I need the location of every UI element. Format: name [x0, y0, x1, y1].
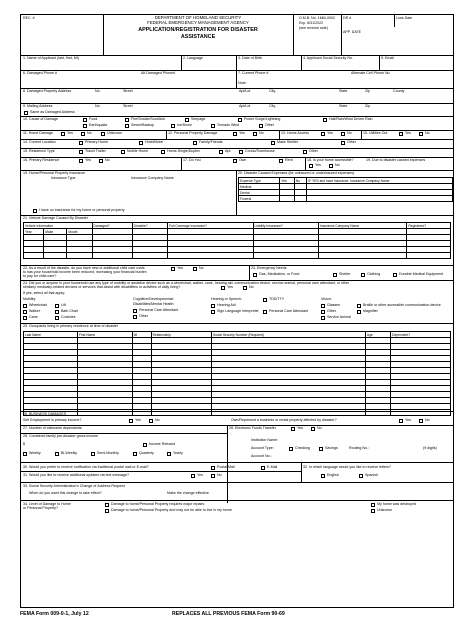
occupants-table	[23, 331, 451, 416]
res-other-label: Other	[309, 149, 318, 153]
occ-last-header: Last Name	[24, 332, 78, 338]
address-apt-label: Apt/Lot	[239, 89, 251, 93]
pp-damage-no-checkbox[interactable]	[253, 132, 257, 136]
vision-other-checkbox[interactable]	[321, 310, 325, 314]
income-quarterly-checkbox[interactable]	[133, 452, 137, 456]
pca-label: Personal Care Attendant	[139, 308, 179, 312]
vehicle-registered-header: Registered?	[407, 223, 451, 229]
postal-mail-checkbox[interactable]	[211, 466, 215, 470]
service-animal-label: Service Animal	[327, 315, 351, 319]
assistive-yes-checkbox[interactable]	[221, 286, 225, 290]
assistive-yes-label: Yes	[227, 285, 233, 289]
braille-checkbox[interactable]	[357, 304, 361, 308]
need-clothing-label: Clothing	[367, 272, 381, 276]
insurance-label: 19. Home/Personal Property Insurance	[23, 171, 86, 175]
email-label: 5. Email	[381, 56, 394, 60]
income-biweekly-label: Bi-Weekly	[61, 451, 78, 455]
eft-label: 28. Electronic Funds Transfer	[229, 426, 276, 430]
vehicle-damaged-header: Damaged?	[92, 223, 132, 229]
expense-dental: Dental	[239, 190, 280, 196]
childcare-label-2: to has your household income been reduced, increasing your financial burden	[23, 270, 147, 274]
dmg-major-label: Damage to home/Personal Property requires major repairs	[111, 502, 205, 506]
loc-hotel-checkbox[interactable]	[139, 141, 143, 145]
walker-checkbox[interactable]	[23, 310, 27, 314]
app-date-label: APP. DATE	[343, 30, 362, 34]
gross-income-label: 28. Combined family pre-disaster gross income	[23, 434, 99, 438]
disaster-expenses-section-label: 20. Disaster Caused Expenses (for uninsured or underinsured expenses)	[238, 171, 355, 175]
vehicle-table	[23, 222, 451, 259]
dr-number-label: DR #	[343, 16, 352, 20]
assistive-no-label: No	[249, 285, 254, 289]
cane-checkbox[interactable]	[23, 316, 27, 320]
language-label: 2. Language	[183, 56, 203, 60]
text-yes-label: Yes	[197, 473, 203, 477]
institution-name-label: Institution Name:	[251, 438, 278, 442]
cog-other-label: Other	[139, 314, 148, 318]
expiration-date: Exp. 8/31/2022	[299, 21, 324, 25]
childcare-yes-label: Yes	[177, 266, 183, 270]
res-mobile-checkbox[interactable]	[121, 150, 125, 154]
cause-hail-label: Hail/Rain/Wind Driven Rain	[329, 117, 373, 121]
sign-language-checkbox[interactable]	[211, 310, 215, 314]
glasses-checkbox[interactable]	[321, 304, 325, 308]
english-checkbox[interactable]	[321, 474, 325, 478]
nine-digits-label: (9 digits)	[423, 446, 437, 450]
res-duplex-label: Home-Single/Duplex	[167, 149, 200, 153]
dollar-sign: $	[23, 442, 25, 446]
cane-label: Cane	[29, 315, 38, 319]
self-emp-no-checkbox[interactable]	[149, 419, 153, 423]
income-refused-checkbox[interactable]	[143, 443, 147, 447]
pp-damage-yes-label: Yes	[239, 131, 245, 135]
res-apt-checkbox[interactable]	[219, 150, 223, 154]
letter-language-label: 32. In which language would you like to receive letters?	[303, 465, 391, 469]
crutches-label: Crutches	[61, 315, 76, 319]
pca2-checkbox[interactable]	[263, 310, 267, 314]
occ-rel-header: Relationship	[151, 332, 211, 338]
do-you-rent-checkbox[interactable]	[279, 159, 283, 163]
occ-ssn-header: Social Security Number (Required)	[211, 332, 365, 338]
mailing-no-label: No.	[95, 104, 101, 108]
disabilities-label: Disabilities/Mental Health:	[133, 302, 175, 306]
tdd-checkbox[interactable]	[263, 298, 267, 302]
form-title-line2: ASSISTANCE	[180, 34, 216, 40]
dmg-destroyed-checkbox[interactable]	[371, 503, 375, 507]
cause-seepage-label: Seepage	[191, 117, 206, 121]
home-access-label: 13. Home Access	[281, 131, 309, 135]
need-dme-checkbox[interactable]	[393, 273, 397, 277]
cause-food-label: Food	[89, 117, 98, 121]
wheelchair-checkbox[interactable]	[23, 304, 27, 308]
primary-res-yes-checkbox[interactable]	[79, 159, 83, 163]
expense-table	[238, 177, 453, 202]
primary-residence-label: 16. Primary Residence	[23, 158, 60, 162]
primary-res-yes-label: Yes	[85, 158, 91, 162]
expense-no-header: No	[294, 178, 307, 184]
damaged-phone-label: 6. Damaged Phone #	[23, 71, 57, 75]
applicant-name-label: 1. Name of Applicant (last, first, MI)	[23, 56, 79, 60]
res-duplex-checkbox[interactable]	[161, 150, 165, 154]
emergency-needs-label: 23. Emergency Needs	[251, 266, 287, 270]
spanish-checkbox[interactable]	[359, 474, 363, 478]
cause-tornado-checkbox[interactable]	[211, 124, 215, 128]
magnifier-label: Magnifier	[363, 309, 378, 313]
cause-fire-checkbox[interactable]	[125, 118, 129, 122]
res-trailer-checkbox[interactable]	[79, 150, 83, 154]
loc-shelter-checkbox[interactable]	[271, 141, 275, 145]
hearing-label: Hearing or Speech:	[211, 297, 242, 301]
accessible-yes-checkbox[interactable]	[309, 164, 313, 168]
glasses-label: Glasses	[327, 303, 340, 307]
form-title-line1: APPLICATION/REGISTRATION FOR DISASTER	[138, 27, 258, 33]
dependents-label: 27. Number of claimants dependents	[23, 426, 82, 430]
cause-of-damage-label: 10. Cause of Damage	[23, 117, 58, 121]
cognitive-label: Cognitive/Developmental:	[133, 297, 174, 301]
address-no-label: No.	[95, 89, 101, 93]
email-checkbox[interactable]	[261, 466, 265, 470]
own-business-label: Own/Represent a business or rental property affected by disaster?	[231, 418, 337, 422]
home-damage-unknown-label: Unknown	[107, 131, 122, 135]
do-you-label: 17. Do You	[183, 158, 201, 162]
cause-tornado-label: Tornado Wind	[217, 123, 240, 127]
cause-other-label: Other	[265, 123, 274, 127]
wheelchair-label: Wheelchair	[29, 303, 47, 307]
vehicle-model-header: Model	[67, 229, 92, 235]
utilities-no-checkbox[interactable]	[419, 132, 423, 136]
pp-damage-no-label: No	[259, 131, 264, 135]
cause-power-checkbox[interactable]	[238, 118, 242, 122]
cause-food-checkbox[interactable]	[83, 118, 87, 122]
do-you-own-checkbox[interactable]	[233, 159, 237, 163]
self-emp-no-label: No	[155, 418, 160, 422]
address-street-label: Street	[123, 89, 133, 93]
dmg-cannot-live-checkbox[interactable]	[105, 509, 109, 513]
rec-label: REC. #	[23, 16, 35, 20]
vehicle-liability-header: Liability Insurance?	[253, 223, 318, 229]
expense-ins-header: IF YES and have insurance, Insurance Company Name	[307, 178, 453, 184]
dmg-unknown-label: Unknown	[377, 508, 392, 512]
select-all-label: If yes, select all that apply:	[23, 291, 66, 295]
utilities-yes-label: Yes	[405, 131, 411, 135]
pca2-label: Personal Care Attendant	[269, 309, 309, 313]
cog-other-checkbox[interactable]	[133, 315, 137, 319]
personal-property-damage-label: 12. Personal Property Damage	[168, 131, 218, 135]
damage-level-label: 34. Level of Damage to Home	[23, 502, 71, 506]
same-as-damaged-label: Same as Damaged Address	[30, 110, 75, 114]
loc-shelter-label: Make Shelter	[277, 140, 299, 144]
vehicle-fullcov-header: Full Coverage Insurance?	[168, 223, 253, 229]
res-apt-label: Apt.	[225, 149, 232, 153]
mobility-label: Mobility:	[23, 297, 37, 301]
cause-ice-checkbox[interactable]	[171, 124, 175, 128]
business-damages-label: 26. BUSINESS DAMAGES	[23, 412, 67, 416]
text-yes-checkbox[interactable]	[191, 474, 195, 478]
mailing-city-label: City,	[269, 104, 276, 108]
income-weekly-checkbox[interactable]	[23, 452, 27, 456]
ssa-change-label: 33. Social Security Administration's Change of Address Request	[23, 484, 125, 488]
cause-quake-label: Earthquake	[89, 123, 108, 127]
need-clothing-checkbox[interactable]	[361, 273, 365, 277]
vehicle-drivable-header: Drivable?	[132, 223, 167, 229]
primary-res-no-label: No	[105, 158, 110, 162]
pca-checkbox[interactable]	[133, 309, 137, 313]
home-access-yes-checkbox[interactable]	[321, 132, 325, 136]
income-quarterly-label: Quarterly	[139, 451, 154, 455]
expense-type-header: Expense Type	[239, 178, 280, 184]
primary-res-no-checkbox[interactable]	[99, 159, 103, 163]
need-dme-label: Durable Medical Equipment	[399, 272, 444, 276]
own-biz-no-label: No	[425, 418, 430, 422]
eft-no-label: No	[317, 426, 322, 430]
res-condo-label: Condo/Townhouse	[245, 149, 275, 153]
occ-mi-header: MI	[132, 332, 151, 338]
cause-sewer-label: Sewer/Backup	[131, 123, 155, 127]
disaster-expenses-label: 19. Due to disaster caused expenses	[366, 158, 426, 162]
childcare-label: 22. As a result of the disaster, do you have new or additional child care costs	[23, 266, 145, 270]
income-yearly-label: Yearly	[173, 451, 183, 455]
eft-no-checkbox[interactable]	[311, 427, 315, 431]
alt-damaged-phone-label: Alt Damaged Phone#	[141, 71, 176, 75]
self-emp-yes-label: Yes	[135, 418, 141, 422]
hearing-aid-label: Hearing Aid	[217, 303, 236, 307]
income-refused-label: Income Refused	[149, 442, 176, 446]
checking-checkbox[interactable]	[289, 447, 293, 451]
omb-number: O.M.B. No. 1660-0002	[299, 16, 335, 20]
address-county-label: County	[393, 89, 405, 93]
home-damage-label: 11. Home Damage	[23, 131, 53, 135]
notification-pref-label: 30. Would you prefer to receive notification via traditional postal mail or E-mail?	[23, 465, 149, 469]
residence-type-label: 15. Residence Type	[23, 149, 55, 153]
savings-checkbox[interactable]	[319, 447, 323, 451]
occupants-label: 25. Occupants living in primary residence at time of disaster	[23, 324, 119, 328]
home-accessible-label: 18. Is your home accessible?	[307, 158, 354, 162]
text-no-checkbox[interactable]	[211, 474, 215, 478]
assistive-no-checkbox[interactable]	[243, 286, 247, 290]
address-state-label: State	[339, 89, 348, 93]
loc-family-label: Family/Friends	[199, 140, 223, 144]
home-damage-unknown-checkbox[interactable]	[101, 132, 105, 136]
accessible-yes-label: Yes	[315, 163, 321, 167]
assistive-device-label-2: similarly medically-related devices or services that assist with disabilities or activities of daily living?	[23, 285, 181, 289]
english-label: English	[327, 473, 339, 477]
home-damage-yes-checkbox[interactable]	[61, 132, 65, 136]
occ-first-header: First Name	[78, 332, 133, 338]
childcare-yes-checkbox[interactable]	[171, 267, 175, 271]
spanish-label: Spanish	[365, 473, 378, 477]
sign-language-label: Sign Language Interpreter	[217, 309, 259, 313]
damaged-address-label: 8. Damaged Property Address	[23, 89, 72, 93]
reverse-note: (see reverse side)	[299, 26, 328, 30]
address-city-label: City,	[269, 89, 276, 93]
hearing-aid-checkbox[interactable]	[211, 304, 215, 308]
eft-yes-checkbox[interactable]	[291, 427, 295, 431]
ssn-label: 4. Applicant Social Security No.	[303, 56, 353, 60]
disaster-application-form	[20, 14, 454, 608]
occ-age-header: Age	[365, 332, 390, 338]
utilities-yes-checkbox[interactable]	[399, 132, 403, 136]
savings-label: Savings	[325, 446, 338, 450]
res-other-checkbox[interactable]	[303, 150, 307, 154]
mailing-apt-label: Apt/Lot	[239, 104, 251, 108]
cause-sewer-checkbox[interactable]	[125, 124, 129, 128]
service-animal-checkbox[interactable]	[321, 316, 325, 320]
res-condo-checkbox[interactable]	[239, 150, 243, 154]
dmg-unknown-checkbox[interactable]	[371, 509, 375, 513]
income-biweekly-checkbox[interactable]	[55, 452, 59, 456]
magnifier-checkbox[interactable]	[357, 310, 361, 314]
eft-yes-label: Yes	[297, 426, 303, 430]
alt-cell-phone-label: Alternate Cell Phone No.	[351, 71, 391, 75]
res-trailer-label: Travel Trailer	[85, 149, 106, 153]
account-no-label: Account No.:	[251, 454, 272, 458]
vehicle-year-header: Year	[24, 229, 44, 235]
mailing-street-label: Street	[123, 104, 133, 108]
home-access-no-checkbox[interactable]	[341, 132, 345, 136]
cause-ice-label: Ice/Snow	[177, 123, 192, 127]
agency-title: FEDERAL EMERGENCY MANAGEMENT AGENCY	[147, 20, 249, 25]
text-updates-label: 31. Would you like to receive additional updates via text message?	[23, 473, 130, 477]
home-access-yes-label: Yes	[327, 131, 333, 135]
childcare-label-3: to pay for child care?	[23, 274, 57, 278]
need-gas-checkbox[interactable]	[253, 273, 257, 277]
occ-dep-header: Dependent?	[391, 332, 451, 338]
home-access-no-label: No	[347, 131, 352, 135]
loc-hotel-label: Hotel/Motel	[145, 140, 164, 144]
loc-primary-checkbox[interactable]	[79, 141, 83, 145]
expense-yes-header: Yes	[280, 178, 295, 184]
res-mobile-label: Mobile Home	[127, 149, 149, 153]
childcare-no-checkbox[interactable]	[193, 267, 197, 271]
checking-label: Checking	[295, 446, 310, 450]
vehicle-damage-label: 21. Vehicle Damage Caused By Disaster	[23, 216, 88, 220]
loss-date-label: Loss Date	[396, 16, 413, 20]
note-label: Note:	[238, 81, 247, 85]
postal-mail-label: Postal Mail	[217, 465, 235, 469]
need-shelter-checkbox[interactable]	[333, 273, 337, 277]
tdd-label: TDD/TTY	[269, 297, 285, 301]
bath-chair-label: Bath Chair	[61, 309, 78, 313]
damage-level-label-2: or Personal Property?	[23, 506, 58, 510]
vehicle-make-header: Make	[44, 229, 67, 235]
walker-label: Walker	[29, 309, 41, 313]
do-you-rent-label: Rent	[285, 158, 293, 162]
own-biz-yes-label: Yes	[405, 418, 411, 422]
routing-label: Routing No.:	[349, 446, 369, 450]
dmg-major-checkbox[interactable]	[105, 503, 109, 507]
change-when-label: When do you want this change to take effect?	[29, 491, 102, 495]
own-biz-yes-checkbox[interactable]	[399, 419, 403, 423]
replaces-note: REPLACES ALL PREVIOUS FEMA Form 90-69	[172, 611, 285, 617]
pp-damage-yes-checkbox[interactable]	[233, 132, 237, 136]
need-shelter-label: Shelter	[339, 272, 351, 276]
no-insurance-checkbox[interactable]	[33, 209, 37, 213]
loc-other-label: Other	[347, 140, 356, 144]
income-yearly-checkbox[interactable]	[167, 452, 171, 456]
income-semi-label: Semi-Monthly	[97, 451, 119, 455]
cause-power-label: Power Surge/Lightning	[244, 117, 281, 121]
account-type-label: Account Type:	[251, 446, 274, 450]
loc-primary-label: Primary Home	[85, 140, 108, 144]
income-weekly-label: Weekly	[29, 451, 41, 455]
email-pref-label: E-Mail	[267, 465, 278, 469]
lift-checkbox[interactable]	[55, 304, 59, 308]
assistive-device-label: 24. Did you or anyone in your household use any type of mobility or assistive device such as a wheelchair, walker, cane, hearing aid, communication device, service animal, personal care attendant, or other	[23, 281, 350, 285]
dmg-destroyed-label: My home was destroyed	[377, 502, 416, 506]
home-damage-no-label: No	[87, 131, 92, 135]
current-phone-label: 7. Current Phone #	[238, 71, 269, 75]
mailing-state-label: State	[339, 104, 348, 108]
address-zip-label: Zip	[365, 89, 370, 93]
expense-medical: Medical	[239, 184, 280, 190]
self-employment-label: Self Employment is primary income?	[23, 418, 82, 422]
loc-other-checkbox[interactable]	[341, 141, 345, 145]
no-insurance-label: I have no insurance for my home or personal property	[39, 208, 125, 212]
cause-seepage-checkbox[interactable]	[185, 118, 189, 122]
self-emp-yes-checkbox[interactable]	[129, 419, 133, 423]
need-gas-label: Gas, Medication, or Food	[259, 272, 300, 276]
own-biz-no-checkbox[interactable]	[419, 419, 423, 423]
dmg-cannot-live-label: Damage to home/Personal Property and may not be able to live in my home	[111, 508, 232, 512]
insurance-company-header: Insurance Company Name	[131, 176, 174, 180]
vision-label: Vision:	[321, 297, 332, 301]
home-damage-no-checkbox[interactable]	[81, 132, 85, 136]
insurance-type-header: Insurance Type	[51, 176, 76, 180]
mailing-address-label: 9. Mailing Address	[23, 104, 53, 108]
form-number: FEMA Form 009-0-1, July 12	[20, 611, 89, 617]
income-semi-checkbox[interactable]	[91, 452, 95, 456]
expense-funeral: Funeral	[239, 196, 280, 202]
cause-other-checkbox[interactable]	[259, 124, 263, 128]
crutches-checkbox[interactable]	[55, 316, 59, 320]
vehicle-inscomp-header: Insurance Company Name	[318, 223, 406, 229]
accessible-no-checkbox[interactable]	[329, 164, 333, 168]
current-location-label: 14. Current Location	[23, 140, 56, 144]
mailing-zip-label: Zip	[365, 104, 370, 108]
cause-quake-checkbox[interactable]	[83, 124, 87, 128]
childcare-no-label: No	[199, 266, 204, 270]
home-damage-yes-label: Yes	[67, 131, 73, 135]
utilities-no-label: No	[425, 131, 430, 135]
vehicle-info-header: Vehicle Information	[24, 223, 93, 229]
cause-fire-label: Fire/Smoke/Soot/Ash	[131, 117, 165, 121]
bath-chair-checkbox[interactable]	[55, 310, 59, 314]
department-title: DEPARTMENT OF HOMELAND SECURITY	[154, 15, 242, 20]
utilities-out-label: 15. Utilities Out	[363, 131, 388, 135]
vision-other-label: Other	[327, 309, 336, 313]
text-no-label: No	[217, 473, 222, 477]
braille-label: Braille or other accessible communication device	[363, 303, 441, 307]
do-you-own-label: Own	[239, 158, 247, 162]
loc-family-checkbox[interactable]	[193, 141, 197, 145]
accessible-no-label: No	[335, 163, 340, 167]
same-as-damaged-checkbox[interactable]	[24, 111, 28, 115]
dob-label: 3. Date of Birth	[238, 56, 262, 60]
cause-hail-checkbox[interactable]	[323, 118, 327, 122]
make-effective-label: Make the change effective	[167, 491, 209, 495]
lift-label: Lift	[61, 303, 66, 307]
